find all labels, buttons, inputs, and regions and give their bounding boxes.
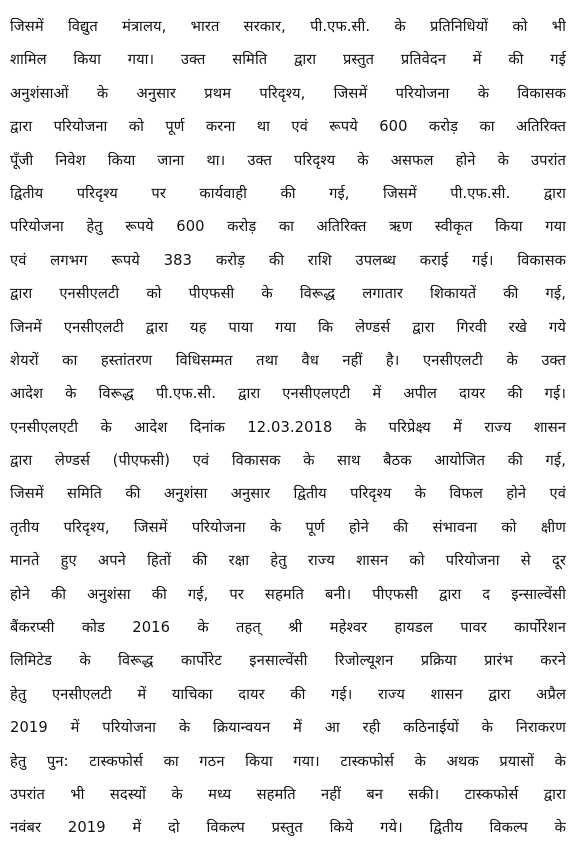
text-line: परियोजना हेतु रूपये 600 करोड़ का अतिरिक्त ऋण स्वीकृत किया गया <box>10 218 566 236</box>
text-line: मानते हुए अपने हितों की रक्षा हेतु राज्य शासन को परियोजना से दूर <box>10 552 566 570</box>
text-line: द्वारा परियोजना को पूर्ण करना था एवं रूपये 600 करोड़ का अतिरिक्त <box>10 118 566 136</box>
text-line: जिनमें एनसीएलटी द्वारा यह पाया गया कि लेण्डर्स द्वारा गिरवी रखे गये <box>10 318 566 336</box>
text-line: उपरांत भी सदस्यों के मध्य सहमति नहीं बन सकी। टास्कफोर्स द्वारा <box>10 785 566 803</box>
text-line: तृतीय परिदृश्य, जिसमें परियोजना के पूर्ण होने की संभावना को क्षीण <box>10 518 566 536</box>
text-line: आदेश के विरूद्ध पी.एफ.सी. द्वारा एनसीएलएटी में अपील दायर की गई। <box>10 385 566 403</box>
text-line: जिसमें समिति की अनुशंसा अनुसार द्वितीय परिदृश्य के विफल होने एवं <box>10 485 566 503</box>
text-line: एवं लगभग रूपये 383 करोड़ की राशि उपलब्ध कराई गई। विकासक <box>10 251 566 269</box>
text-line: हेतु एनसीएलटी में याचिका दायर की गई। राज्य शासन द्वारा अप्रैल <box>10 685 566 703</box>
text-line: नवंबर 2019 में दो विकल्प प्रस्तुत किये गये। द्वितीय विकल्प के <box>10 819 566 837</box>
text-line: द्वितीय परिदृश्य पर कार्यवाही की गई, जिसमें पी.एफ.सी. द्वारा <box>10 184 566 202</box>
text-line: 2019 में परियोजना के क्रियान्वयन में आ रही कठिनाईयों के निराकरण <box>10 719 566 737</box>
text-line: शामिल किया गया। उक्त समिति द्वारा प्रस्तुत प्रतिवेदन में की गई <box>10 51 566 69</box>
text-line: अनुशंसाओं के अनुसार प्रथम परिदृश्य, जिसमें परियोजना के विकासक <box>10 84 566 102</box>
text-line: एनसीएलएटी के आदेश दिनांक 12.03.2018 के परिप्रेक्ष्य में राज्य शासन <box>10 418 566 436</box>
text-line: पूँजी निवेश किया जाना था। उक्त परिदृश्य के असफल होने के उपरांत <box>10 151 566 169</box>
text-line: जिसमें विद्युत मंत्रालय, भारत सरकार, पी.एफ.सी. के प्रतिनिधियों को भी <box>10 18 566 35</box>
text-line: हेतु पुन: टास्कफोर्स का गठन किया गया। टास्कफोर्स के अथक प्रयासों के <box>10 752 566 770</box>
text-line: द्वारा एनसीएलटी को पीएफसी के विरूद्ध लगातार शिकायतें की गई, <box>10 285 566 303</box>
text-line: द्वारा लेण्डर्स (पीएफसी) एवं विकासक के साथ बैठक आयोजित की गई, <box>10 452 566 470</box>
text-line: होने की अनुशंसा की गई, पर सहमति बनी। पीएफसी द्वारा द इन्साल्वेंसी <box>10 585 566 603</box>
text-line: बैंकरप्सी कोड 2016 के तहत् श्री महेश्वर हायडल पावर कार्पोरेशन <box>10 619 566 637</box>
text-line: लिमिटेड के विरूद्ध कार्पोरेट इनसाल्वेंसी रिजोल्यूशन प्रक्रिया प्रारंभ करने <box>10 652 566 670</box>
text-line: शेयरों का हस्तांतरण विधिसम्मत तथा वैध नहीं है। एनसीएलटी के उक्त <box>10 351 566 369</box>
